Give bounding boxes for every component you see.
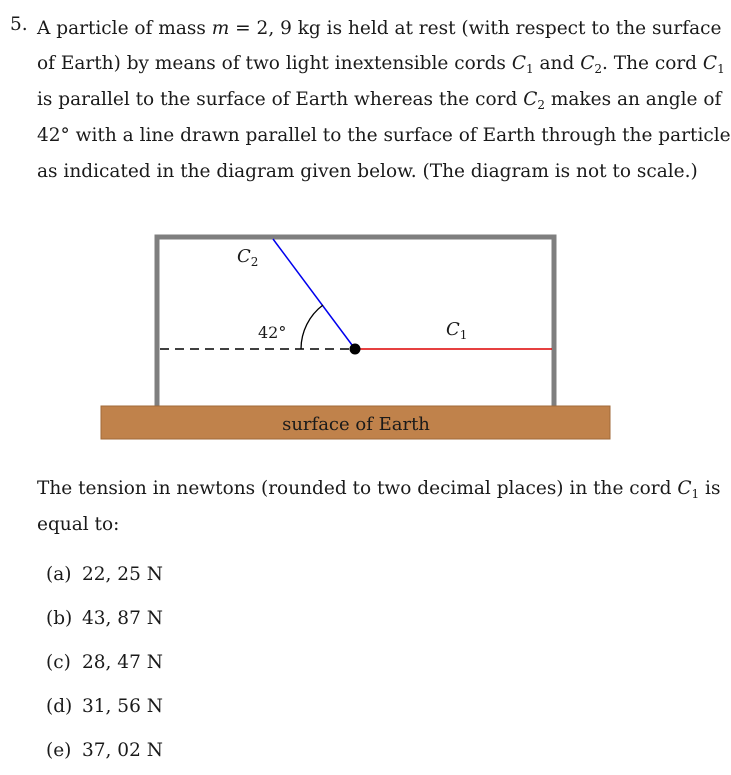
intro-line-4: 42° with a line drawn parallel to the surface of Earth through the particle	[37, 125, 731, 146]
option-e[interactable]: (e) 37, 02 N	[46, 740, 163, 761]
particle	[350, 344, 361, 355]
prompt-line-2: equal to:	[37, 514, 120, 535]
option-b[interactable]: (b) 43, 87 N	[46, 608, 163, 629]
option-d[interactable]: (d) 31, 56 N	[46, 696, 163, 717]
prompt-line-1: The tension in newtons (rounded to two decimal places) in the cord $C_1$ is	[37, 478, 721, 501]
surface-label: surface of Earth	[282, 414, 430, 435]
support-frame	[157, 237, 554, 406]
intro-line-1: A particle of mass m = 2, 9 kg is held at rest (with respect to the surface	[37, 18, 722, 39]
intro-line-5: as indicated in the diagram given below. (The diagram is not to scale.)	[37, 161, 698, 182]
c1-label: $C_1$	[446, 319, 468, 342]
angle-label: 42°	[258, 323, 287, 342]
angle-arc	[301, 305, 323, 349]
mass-symbol: m	[211, 18, 230, 39]
intro-line-2: of Earth) by means of two light inextensible cords $C_1$ and $C_2$. The cord $C_1$	[37, 53, 725, 76]
intro-line-3: is parallel to the surface of Earth whereas the cord $C_2$ makes an angle of	[37, 89, 722, 112]
option-a[interactable]: (a) 22, 25 N	[46, 564, 163, 585]
question-number: 5.	[10, 14, 28, 35]
option-c[interactable]: (c) 28, 47 N	[46, 652, 163, 673]
c2-label: $C_2$	[237, 246, 259, 269]
